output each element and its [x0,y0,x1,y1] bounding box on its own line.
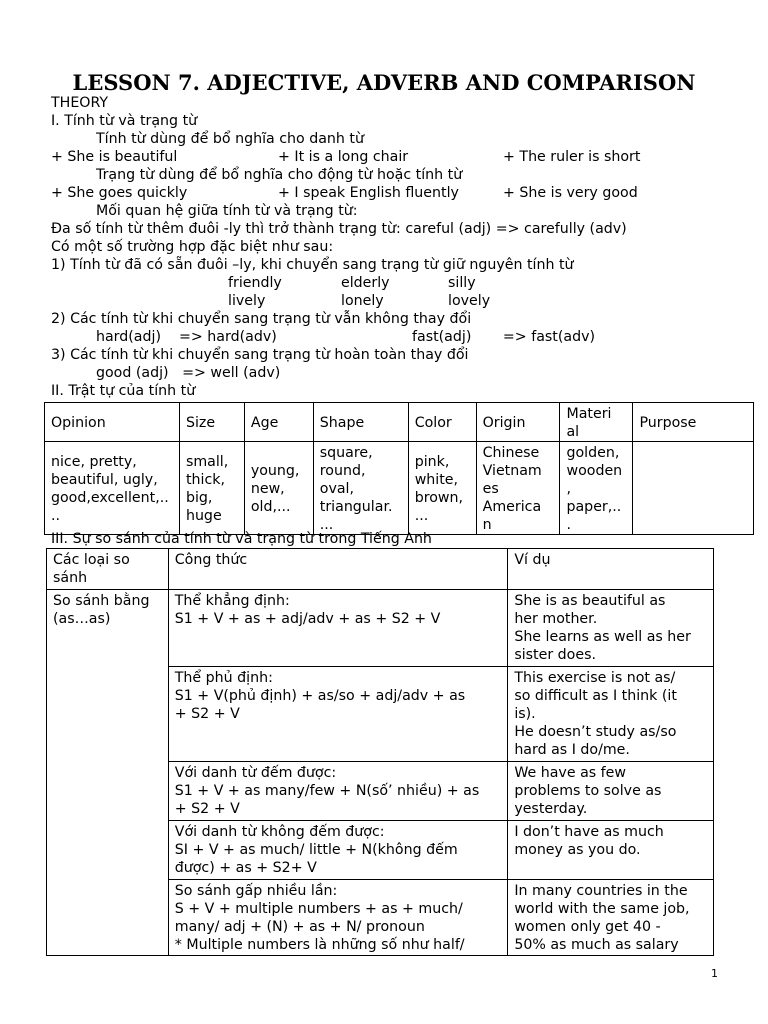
comparison-formula: Thể phủ định: S1 + V(phủ định) + as/so + adj/adv + as + S2 + V [168,667,508,762]
adv-definition: Trạng từ dùng để bổ nghĩa cho động từ hoặc tính từ [96,167,463,183]
comparison-formula: Với danh từ không đếm được: SI + V + as much/ little + N(không đếm được) + as + S2+ V [168,821,508,880]
comparison-header-formula: Công thức [168,549,508,590]
case1-word: lonely [341,293,384,309]
order-header-purpose: Purpose [633,403,754,442]
adj-example-1: + She is beautiful [51,149,178,165]
case1-word: lovely [448,293,491,309]
order-values-color: pink, white, brown, ... [408,442,476,535]
order-values-origin: Chinese Vietnam es America n [476,442,560,535]
case2-example-2: fast(adj) => fast(adv) [412,329,596,345]
case-3: 3) Các tính từ khi chuyển sang trạng từ hoàn toàn thay đổi [51,347,469,363]
order-values-material: golden, wooden , paper,.. . [560,442,633,535]
adv-example-1: + She goes quickly [51,185,188,201]
case1-word: friendly [228,275,282,291]
comparison-formula: Thể khẳng định: S1 + V + as + adj/adv + as + S2 + V [168,590,508,667]
order-values-size: small, thick, big, huge [179,442,244,535]
case-1: 1) Tính từ đã có sẵn đuôi –ly, khi chuyển sang trạng từ giữ nguyên tính từ [51,257,574,273]
order-values-shape: square, round, oval, triangular. ... [313,442,408,535]
theory-label: THEORY [51,95,109,111]
adjective-order-values-row [45,442,754,535]
order-header-origin: Origin [476,403,560,442]
comparison-formula: So sánh gấp nhiều lần: S + V + multiple numbers + as + much/ many/ adj + (N) + as + N/ pronoun * Multiple numbers là những số như half/ [168,880,508,956]
comparison-group-equal: So sánh bằng (as…as) [47,590,169,956]
comparison-header-example: Ví dụ [508,549,714,590]
special-cases: Có một số trường hợp đặc biệt như sau: [51,239,334,255]
order-header-size: Size [179,403,244,442]
ly-rule: Đa số tính từ thêm đuôi -ly thì trở thành trạng từ: careful (adj) => carefully (adv) [51,221,627,237]
order-values-purpose [633,442,754,535]
adj-example-3: + The ruler is short [503,149,641,165]
order-values-age: young, new, old,... [244,442,313,535]
order-header-color: Color [408,403,476,442]
adv-example-3: + She is very good [503,185,638,201]
comparison-header-type: Các loại so sánh [47,549,169,590]
comparison-table [46,548,714,956]
case2-example-1: hard(adj) => hard(adv) [96,329,277,345]
adjective-order-header-row [45,403,754,442]
comparison-example: We have as few problems to solve as yesterday. [508,762,714,821]
comparison-row [47,590,714,667]
relation-heading: Mối quan hệ giữa tính từ và trạng từ: [96,203,358,219]
comparison-header-row [47,549,714,590]
adj-example-2: + It is a long chair [278,149,409,165]
case1-word: elderly [341,275,390,291]
section2-heading: II. Trật tự của tính từ [51,383,196,399]
adj-definition: Tính từ dùng để bổ nghĩa cho danh từ [96,131,364,147]
case1-word: lively [228,293,266,309]
section3-heading: III. Sự so sánh của tính từ và trạng từ trong Tiếng Anh [51,531,432,547]
order-header-material: Materi al [560,403,633,442]
lesson-title: LESSON 7. ADJECTIVE, ADVERB AND COMPARISON [72,70,696,95]
comparison-example: She is as beautiful as her mother. She learns as well as her sister does. [508,590,714,667]
comparison-example: I don’t have as much money as you do. [508,821,714,880]
order-header-age: Age [244,403,313,442]
comparison-formula: Với danh từ đếm được: S1 + V + as many/few + N(số’ nhiều) + as + S2 + V [168,762,508,821]
adjective-order-table [44,402,754,535]
order-values-opinion: nice, pretty, beautiful, ugly, good,excellent,.. .. [45,442,180,535]
comparison-example: This exercise is not as/ so difficult as I think (it is). He doesn’t study as/so hard as I do/me. [508,667,714,762]
case3-example: good (adj) => well (adv) [96,365,281,381]
order-header-shape: Shape [313,403,408,442]
page-number: 1 [711,967,718,980]
adv-example-2: + I speak English fluently [278,185,459,201]
case-2: 2) Các tính từ khi chuyển sang trạng từ vẫn không thay đổi [51,311,472,327]
order-header-opinion: Opinion [45,403,180,442]
section1-heading: I. Tính từ và trạng từ [51,113,198,129]
case1-word: silly [448,275,476,291]
comparison-example: In many countries in the world with the same job, women only get 40 - 50% as much as salary [508,880,714,956]
